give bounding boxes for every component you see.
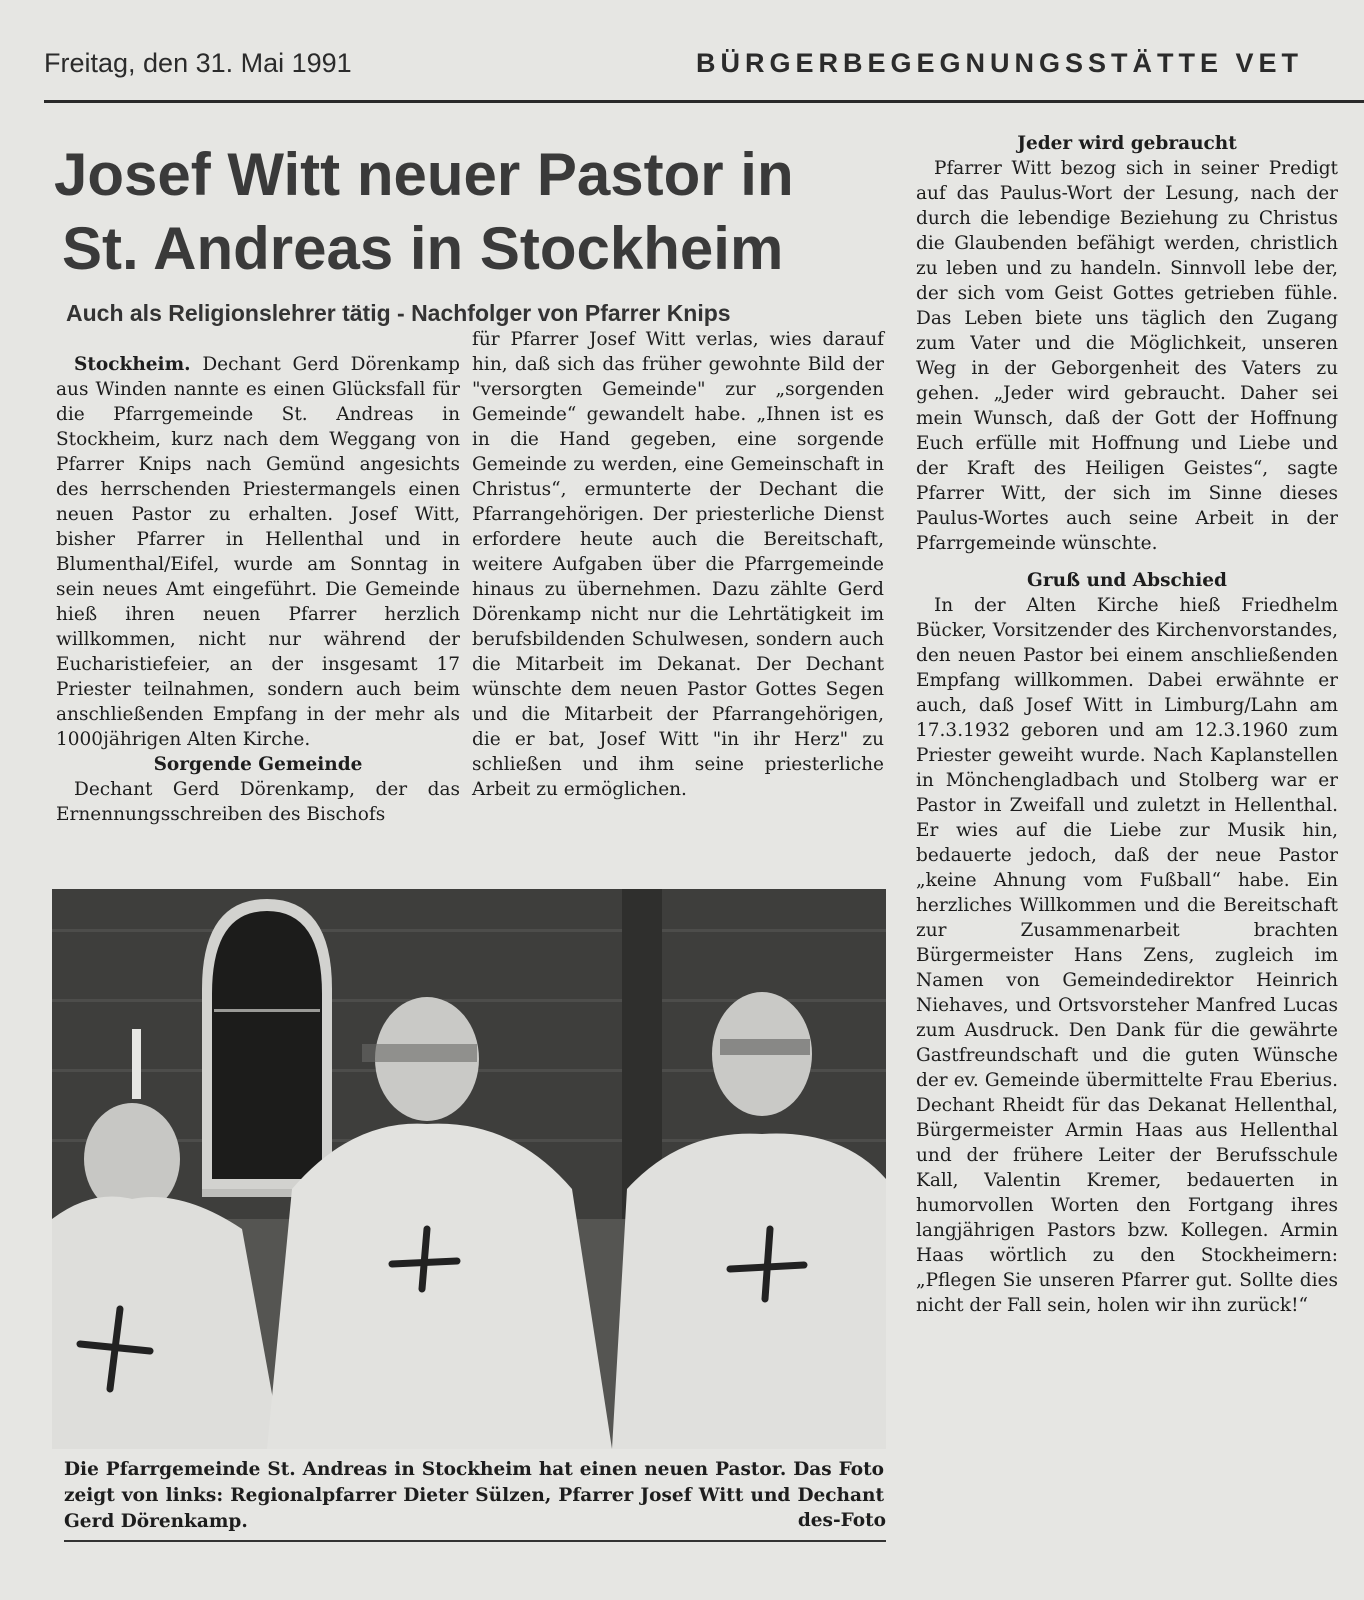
header-rule — [44, 100, 1364, 103]
article-column-1 — [56, 352, 460, 827]
photo-illustration — [52, 889, 886, 1449]
subtitle-gruss-und-abschied: Gruß und Abschied — [1027, 570, 1227, 591]
subtitle-sorgende-gemeinde: Sorgende Gemeinde — [153, 754, 363, 775]
column-1-text-1: Dechant Gerd Dörenkamp aus Winden nannte es einen Glücksfall für die Pfarrgemeinde St. Andreas in Stockheim, kurz nach dem Weggang von Pfarrer Knips nach Gemünd angesichts des herrschenden Priestermangels einen neuen Pastor zu erhalten. Josef Witt, bisher Pfarrer in Hellenthal und in Blumenthal/Eifel, wurde am Sonntag in sein neues Amt eingeführt. Die Gemeinde hieß ihren neuen Pfarrer herzlich willkommen, nicht nur während der Eucharistiefeier, an der insgesamt 17 Priester teilnahmen, sondern auch beim anschließenden Empfang in der mehr als 1000jährigen Alten Kirche. — [56, 354, 460, 750]
article-column-3 — [916, 131, 1338, 1318]
subheadline: Auch als Religionslehrer tätig - Nachfolger von Pfarrer Knips — [66, 300, 731, 326]
article-column-2 — [472, 327, 884, 802]
caption-rule — [64, 1540, 886, 1542]
section-title: BÜRGERBEGEGNUNGSSTÄTTE VET — [696, 48, 1304, 78]
photo-caption: Die Pfarrgemeinde St. Andreas in Stockheim hat einen neuen Pastor. Das Foto zeigt von links: Regionalpfarrer Dieter Sülzen, Pfarrer Josef Witt und Dechant Gerd Dörenkamp. — [64, 1459, 884, 1532]
headline-line-1: Josef Witt neuer Pastor in — [54, 141, 794, 208]
column-1-paragraph-2: Dechant Gerd Dörenkamp, der das Ernennungsschreiben des Bischofs — [56, 779, 460, 825]
headline-line-2: St. Andreas in Stockheim — [62, 215, 784, 282]
column-3-paragraph-2: In der Alten Kirche hieß Friedhelm Bücker, Vorsitzender des Kirchenvorstandes, den neuen Pastor bei einem anschließenden Empfang willkommen. Dabei erwähnte er auch, daß Josef Witt in Limburg/Lahn am 17.3.1932 geboren und am 12.3.1960 zum Priester geweiht wurde. Nach Kaplanstellen in Mönchengladbach und Stolberg war er Pastor in Zweifall und zuletzt in Hellenthal. Er wies auf die Liebe zur Musik hin, bedauerte jedoch, daß der neue Pastor „keine Ahnung vom Fußball“ habe. Ein herzliches Willkommen und die Bereitschaft zur Zusammenarbeit brachten Bürgermeister Hans Zens, zugleich im Namen von Gemeindedirektor Heinrich Niehaves, und Ortsvorsteher Manfred Lucas zum Ausdruck. Den Dank für die gewährte Gastfreundschaft und die guten Wünsche der ev. Gemeinde übermittelte Frau Eberius. Dechant Rheidt für das Dekanat Hellenthal, Bürgermeister Armin Haas aus Hellenthal und der frühere Leiter der Berufsschule Kall, Valentin Kremer, bedauerten in humorvollen Worten den Fortgang ihres langjährigen Pastors bzw. Kollegen. Armin Haas wörtlich zu den Stockheimern: „Pflegen Sie unseren Pfarrer gut. Sollte dies nicht der Fall sein, holen wir ihn zurück!“ — [916, 595, 1338, 1316]
headline — [54, 138, 894, 286]
subtitle-jeder-wird-gebraucht: Jeder wird gebraucht — [1017, 133, 1237, 154]
article-photo — [52, 889, 886, 1449]
column-3-paragraph-1: Pfarrer Witt bezog sich in seiner Predigt auf das Paulus-Wort der Lesung, nach der durch die lebendige Beziehung zu Christus die Glaubenden befähigt werden, christlich zu leben und zu handeln. Sinnvoll lebe der, der sich vom Geist Gottes getrieben fühle. Das Leben biete uns täglich den Zugang zum Vater und die Möglichkeit, unseren Weg in der Geborgenheit des Vaters zu gehen. „Jeder wird gebraucht. Daher sei mein Wunsch, daß der Gott der Hoffnung Euch erfülle mit Hoffnung und Liebe und der Kraft des Heiligen Geistes“, sagte Pfarrer Witt, der sich im Sinne dieses Paulus-Wortes auch seine Arbeit in der Pfarrgemeinde wünschte. — [916, 158, 1338, 554]
column-2-paragraph-1: für Pfarrer Josef Witt verlas, wies darauf hin, daß sich das früher gewohnte Bild der "versorgten Gemeinde" zur „sorgenden Gemeinde“ gewandelt habe. „Ihnen ist es in die Hand gegeben, eine sorgende Gemeinde zu werden, eine Gemeinschaft in Christus“, ermunterte der Dechant die Pfarrangehörigen. Der priesterliche Dienst erfordere heute auch die Bereitschaft, weitere Aufgaben über die Pfarrgemeinde hinaus zu übernehmen. Dazu zählte Gerd Dörenkamp nicht nur die Lehrtätigkeit im berufsbildenden Schulwesen, sondern auch die Mitarbeit im Dekanat. Der Dechant wünschte dem neuen Pastor Gottes Segen und die Mitarbeit der Pfarrangehörigen, die er bat, Josef Witt "in ihr Herz" zu schließen und ihm seine priesterliche Arbeit zu ermöglichen. — [472, 329, 884, 800]
photo-credit: des-Foto — [797, 1510, 886, 1531]
column-1-paragraph-1 — [56, 352, 460, 752]
issue-date: Freitag, den 31. Mai 1991 — [44, 48, 352, 78]
dateline-place: Stockheim. — [74, 354, 191, 375]
